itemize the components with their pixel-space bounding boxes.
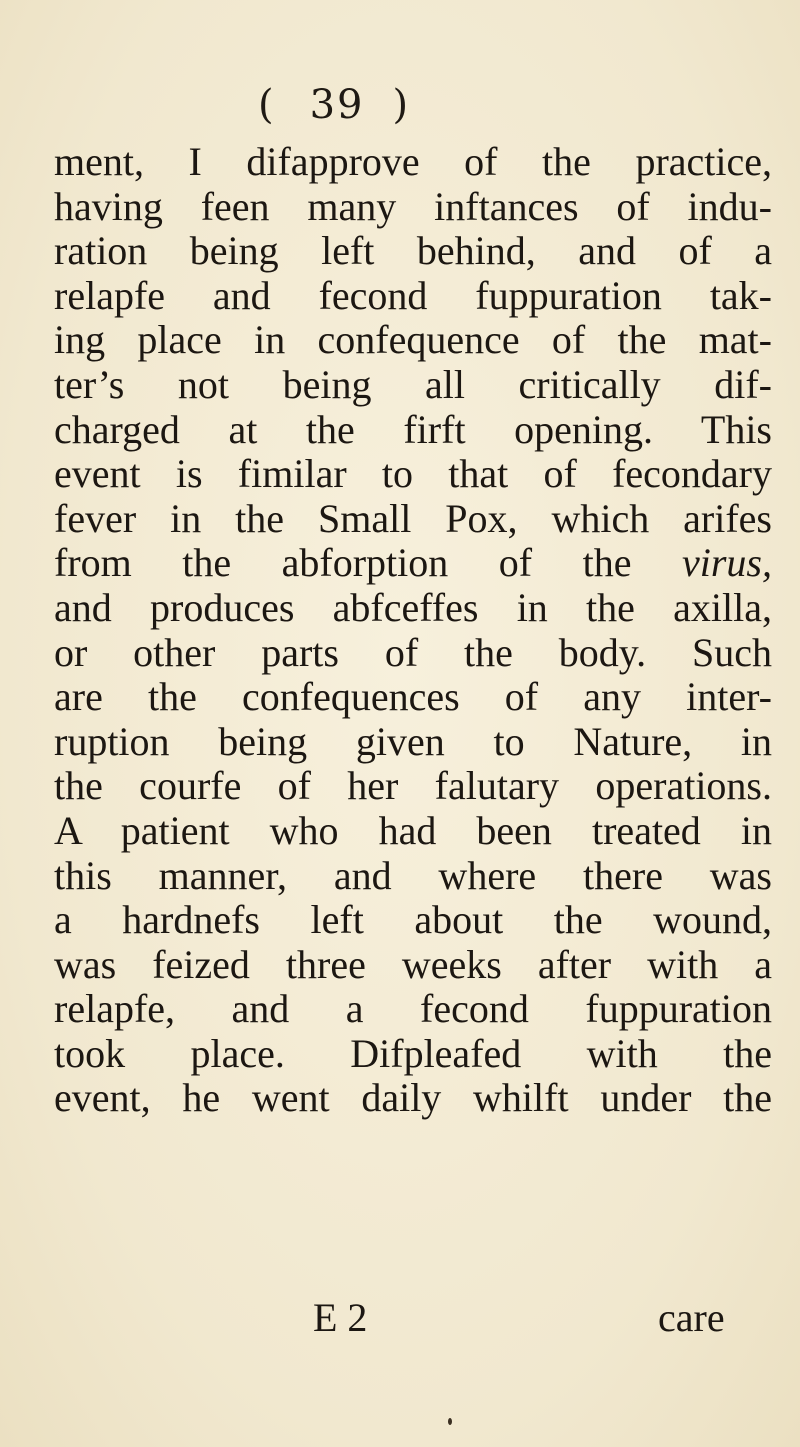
text-line: fever in the Small Pox, which arifes bbox=[54, 495, 772, 541]
body-text bbox=[54, 140, 772, 1121]
text-line: from the abforption of the virus, bbox=[54, 540, 772, 586]
text-line: ing place in confequence of the mat- bbox=[54, 317, 772, 363]
text-line: having feen many inftances of indu- bbox=[54, 183, 772, 229]
text-line: ration being left behind, and of a bbox=[54, 228, 772, 274]
text-line: the courfe of her falutary operations. bbox=[54, 763, 772, 809]
text-line: event, he went daily whilft under the bbox=[54, 1075, 772, 1121]
text-line: relapfe and fecond fuppuration tak- bbox=[54, 272, 772, 318]
text-line: was feized three weeks after with a bbox=[54, 941, 772, 987]
text-line: A patient who had been treated in bbox=[54, 807, 772, 853]
paper-speck bbox=[448, 1418, 452, 1425]
signature-mark: E 2 bbox=[313, 1295, 368, 1340]
header-open-paren: ( bbox=[258, 82, 276, 128]
text-line: took place. Difpleafed with the bbox=[54, 1030, 772, 1076]
text-line: event is fimilar to that of fecondary bbox=[54, 451, 772, 497]
text-line: charged at the firft opening. This bbox=[54, 406, 772, 452]
text-line: ment, I difapprove of the practice, bbox=[54, 139, 772, 184]
text-line: ruption being given to Nature, in bbox=[54, 718, 772, 764]
text-line: relapfe, and a fecond fuppuration bbox=[54, 986, 772, 1032]
page-number: 39 bbox=[309, 82, 365, 128]
text-line: are the confequences of any inter- bbox=[54, 674, 772, 720]
text-line: and produces abfceffes in the axilla, bbox=[54, 584, 772, 630]
text-line: ter’s not being all critically dif- bbox=[54, 361, 772, 407]
page-header bbox=[258, 82, 458, 128]
header-close-paren: ) bbox=[392, 82, 411, 128]
italic-word-virus: virus, bbox=[682, 540, 772, 586]
text-line: a hardnefs left about the wound, bbox=[54, 897, 772, 943]
text-line: or other parts of the body. Such bbox=[54, 629, 772, 675]
text-line: this manner, and where there was bbox=[54, 852, 772, 898]
catchword: care bbox=[658, 1295, 725, 1340]
